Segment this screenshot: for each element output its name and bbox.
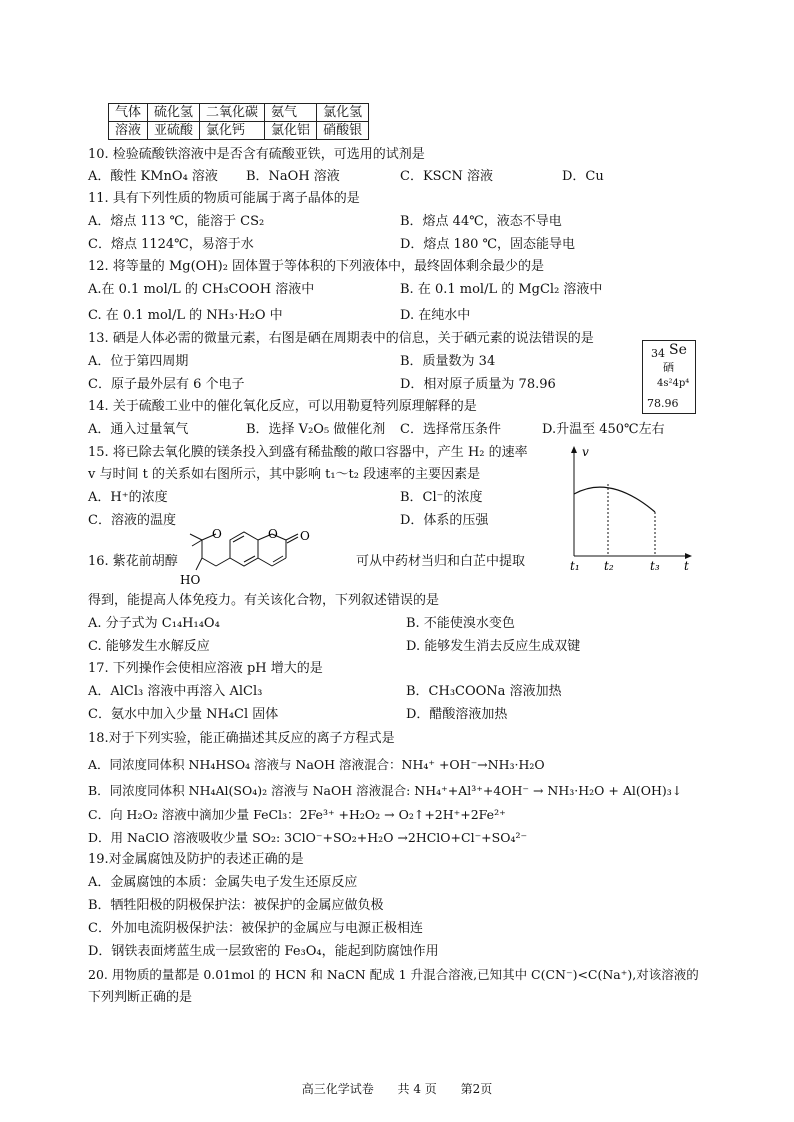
q11-option-c: C．熔点 1124℃，易溶于水 — [88, 237, 254, 252]
lactone-oxygen: O — [268, 527, 278, 541]
q19-option-d: D．钢铁表面烤蓝生成一层致密的 Fe₃O₄，能起到防腐蚀作用 — [88, 944, 439, 959]
q11-option-d: D．熔点 180 ℃，固态能导电 — [400, 237, 576, 252]
table-row — [109, 104, 369, 122]
q18-option-c: C．向 H₂O₂ 溶液中滴加少量 FeCl₃：2Fe³⁺ +H₂O₂ → O₂↑+2H⁺+2Fe²⁺ — [88, 807, 506, 822]
rate-curve — [574, 487, 655, 512]
q17-option-b: B．CH₃COONa 溶液加热 — [406, 684, 562, 699]
q12-option-d: D. 在纯水中 — [400, 308, 471, 323]
q18-option-a: A．同浓度同体积 NH₄HSO₄ 溶液与 NaOH 溶液混合：NH₄⁺ +OH⁻→NH₃·H₂O — [88, 757, 545, 772]
q19-option-a: A．金属腐蚀的本质：金属失电子发生还原反应 — [88, 875, 358, 890]
q12-option-b: B. 在 0.1 mol/L 的 MgCl₂ 溶液中 — [400, 282, 603, 297]
selenium-element-card — [642, 340, 696, 414]
table-cell: 亚硫酸 — [148, 122, 200, 140]
q18-option-d: D．用 NaClO 溶液吸收少量 SO₂: 3ClO⁻+SO₂+H₂O →2HClO+Cl⁻+SO₄²⁻ — [88, 830, 528, 845]
q17-option-d: D．醋酸溶液加热 — [406, 707, 508, 722]
q10-stem: 10. 检验硫酸铁溶液中是否含有硫酸亚铁，可选用的试剂是 — [88, 147, 425, 162]
se-electron-config: 4s²4p⁴ — [657, 378, 690, 389]
y-axis-arrow — [571, 446, 577, 453]
q20-stem-line2: 下列判断正确的是 — [88, 990, 193, 1005]
q10-option-c: C．KSCN 溶液 — [400, 169, 494, 184]
t3-label: t₃ — [650, 559, 660, 573]
q16-prefix: 16. 紫花前胡醇 — [88, 554, 178, 569]
q15-option-b: B．Cl⁻的浓度 — [400, 490, 483, 505]
q16-option-c: C. 能够发生水解反应 — [88, 639, 210, 654]
ring-oxygen: O — [212, 527, 222, 541]
q12-stem: 12. 将等量的 Mg(OH)₂ 固体置于等体积的下列液体中，最终固体剩余最少的是 — [88, 259, 545, 274]
table-cell: 氯化氢 — [317, 104, 369, 122]
q15-option-d: D．体系的压强 — [400, 513, 489, 528]
y-axis-label: v — [582, 445, 589, 459]
gas-solution-table — [108, 103, 369, 140]
q16-stem-line2: 得到，能提高人体免疫力。有关该化合物，下列叙述错误的是 — [88, 593, 440, 608]
q17-option-c: C．氨水中加入少量 NH₄Cl 固体 — [88, 707, 279, 722]
table-cell: 二氧化碳 — [200, 104, 265, 122]
q14-stem: 14. 关于硫酸工业中的催化氧化反应，可以用勒夏特列原理解释的是 — [88, 399, 477, 414]
footer-total-pages: 共 4 页 — [397, 1082, 437, 1096]
table-cell: 硝酸银 — [317, 122, 369, 140]
se-atomic-number: 34 — [651, 347, 665, 360]
table-row — [109, 122, 369, 140]
q20-stem-line1: 20. 用物质的量都是 0.01mol 的 HCN 和 NaCN 配成 1 升混合溶液,已知其中 C(CN⁻)<C(Na⁺),对该溶液的 — [88, 967, 699, 982]
q10-option-d: D．Cu — [562, 169, 604, 184]
page-footer — [0, 1080, 794, 1097]
q19-option-c: C．外加电流阴极保护法：被保护的金属应与电源正极相连 — [88, 921, 423, 936]
q13-option-b: B．质量数为 34 — [400, 354, 496, 369]
q10-option-a: A．酸性 KMnO₄ 溶液 — [88, 169, 218, 184]
q12-option-a: A.在 0.1 mol/L 的 CH₃COOH 溶液中 — [88, 282, 315, 297]
q14-option-a: A．通入过量氧气 — [88, 422, 189, 437]
footer-page-number: 第2页 — [460, 1082, 493, 1096]
se-atomic-mass: 78.96 — [647, 397, 679, 410]
molecule-structure — [180, 528, 360, 590]
q17-stem: 17. 下列操作会使相应溶液 pH 增大的是 — [88, 661, 323, 676]
q14-option-c: C．选择常压条件 — [400, 422, 501, 437]
table-cell: 氯化铝 — [265, 122, 317, 140]
q17-option-a: A．AlCl₃ 溶液中再溶入 AlCl₃ — [88, 684, 263, 699]
q18-stem: 18.对于下列实验，能正确描述其反应的离子方程式是 — [88, 731, 395, 746]
hydroxyl-group: HO — [180, 573, 201, 587]
carbonyl-oxygen: O — [300, 529, 310, 543]
q15-stem-line1: 15. 将已除去氧化膜的镁条投入到盛有稀盐酸的敞口容器中，产生 H₂ 的速率 — [88, 445, 528, 460]
q16-option-d: D. 能够发生消去反应生成双键 — [406, 639, 581, 654]
q11-stem: 11. 具有下列性质的物质可能属于离子晶体的是 — [88, 191, 360, 206]
se-name: 硒 — [663, 361, 674, 374]
q12-option-c: C. 在 0.1 mol/L 的 NH₃·H₂O 中 — [88, 308, 283, 323]
q19-stem: 19.对金属腐蚀及防护的表述正确的是 — [88, 852, 304, 867]
q16-option-b: B. 不能使溴水变色 — [406, 616, 515, 631]
q16-suffix: 可从中药材当归和白芷中提取 — [356, 554, 526, 569]
t1-label: t₁ — [570, 559, 580, 573]
table-cell: 气体 — [109, 104, 148, 122]
table-cell: 溶液 — [109, 122, 148, 140]
table-cell: 氯化钙 — [200, 122, 265, 140]
q19-option-b: B．牺牲阳极的阴极保护法：被保护的金属应做负极 — [88, 898, 384, 913]
q18-option-b: B．同浓度同体积 NH₄Al(SO₄)₂ 溶液与 NaOH 溶液混合: NH₄⁺+Al³⁺+4OH⁻ → NH₃·H₂O + Al(OH)₃↓ — [88, 783, 683, 798]
q10-option-b: B．NaOH 溶液 — [246, 169, 340, 184]
footer-title: 高三化学试卷 — [301, 1082, 374, 1096]
q13-option-d: D．相对原子质量为 78.96 — [400, 377, 556, 392]
q13-stem: 13. 硒是人体必需的微量元素，右图是硒在周期表中的信息，关于硒元素的说法错误的是 — [88, 331, 594, 346]
table-cell: 氨气 — [265, 104, 317, 122]
q14-option-b: B．选择 V₂O₅ 做催化剂 — [246, 422, 386, 437]
q11-option-b: B．熔点 44℃，液态不导电 — [400, 214, 562, 229]
q15-stem-line2: v 与时间 t 的关系如右图所示，其中影响 t₁～t₂ 段速率的主要因素是 — [88, 467, 481, 482]
q13-option-a: A．位于第四周期 — [88, 354, 189, 369]
se-symbol: Se — [669, 342, 687, 358]
q15-option-c: C．溶液的温度 — [88, 513, 176, 528]
q13-option-c: C．原子最外层有 6 个电子 — [88, 377, 245, 392]
t2-label: t₂ — [604, 559, 614, 573]
q14-option-d: D.升温至 450℃左右 — [542, 422, 665, 437]
q16-option-a: A. 分子式为 C₁₄H₁₄O₄ — [88, 616, 220, 631]
table-cell: 硫化氢 — [148, 104, 200, 122]
q15-option-a: A．H⁺的浓度 — [88, 490, 168, 505]
rate-time-graph — [560, 444, 700, 574]
x-axis-label: t — [684, 559, 689, 573]
q11-option-a: A．熔点 113 ℃，能溶于 CS₂ — [88, 214, 265, 229]
